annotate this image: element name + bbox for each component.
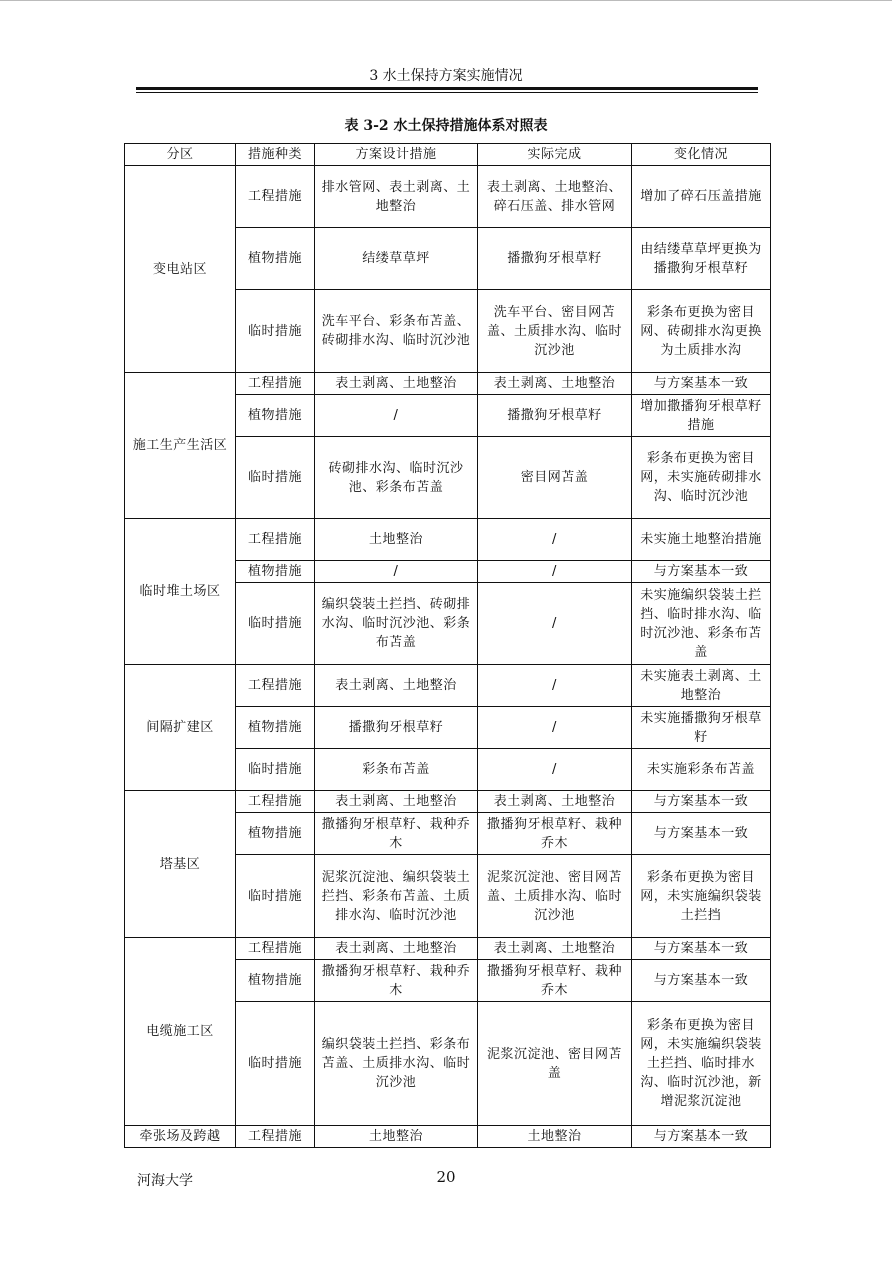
design-cell: / bbox=[315, 561, 478, 583]
change-cell: 未实施播撒狗牙根草籽 bbox=[632, 707, 771, 749]
measures-comparison-table bbox=[124, 143, 771, 1148]
actual-cell: 土地整治 bbox=[478, 1126, 632, 1148]
actual-cell: 表土剥离、土地整治、碎石压盖、排水管网 bbox=[478, 166, 632, 228]
table-body bbox=[125, 166, 771, 1148]
measure-type-cell: 植物措施 bbox=[236, 960, 315, 1002]
measure-type-cell: 临时措施 bbox=[236, 290, 315, 373]
table-row bbox=[125, 373, 771, 395]
actual-cell: 表土剥离、土地整治 bbox=[478, 938, 632, 960]
table-row bbox=[125, 938, 771, 960]
actual-cell: / bbox=[478, 583, 632, 665]
measure-type-cell: 工程措施 bbox=[236, 665, 315, 707]
table-row bbox=[125, 519, 771, 561]
header-design-measures: 方案设计措施 bbox=[315, 144, 478, 166]
measure-type-cell: 工程措施 bbox=[236, 519, 315, 561]
measure-type-cell: 植物措施 bbox=[236, 395, 315, 437]
change-cell: 彩条布更换为密目网，未实施编织袋装土拦挡、临时排水沟、临时沉沙池，新增泥浆沉淀池 bbox=[632, 1002, 771, 1126]
measure-type-cell: 临时措施 bbox=[236, 855, 315, 938]
header-rule-thick bbox=[136, 87, 758, 90]
actual-cell: 撒播狗牙根草籽、栽种乔木 bbox=[478, 960, 632, 1002]
footer-institution: 河海大学 bbox=[137, 1173, 193, 1189]
page-top-border bbox=[0, 0, 892, 1]
header-changes: 变化情况 bbox=[632, 144, 771, 166]
table-header-row bbox=[125, 144, 771, 166]
design-cell: 洗车平台、彩条布苫盖、砖砌排水沟、临时沉沙池 bbox=[315, 290, 478, 373]
design-cell: 编织袋装土拦挡、彩条布苫盖、土质排水沟、临时沉沙池 bbox=[315, 1002, 478, 1126]
measure-type-cell: 工程措施 bbox=[236, 373, 315, 395]
measure-type-cell: 工程措施 bbox=[236, 938, 315, 960]
header-measure-type: 措施种类 bbox=[236, 144, 315, 166]
change-cell: 与方案基本一致 bbox=[632, 938, 771, 960]
design-cell: 表土剥离、土地整治 bbox=[315, 938, 478, 960]
change-cell: 增加了碎石压盖措施 bbox=[632, 166, 771, 228]
table-row bbox=[125, 1126, 771, 1148]
actual-cell: 泥浆沉淀池、密目网苫盖 bbox=[478, 1002, 632, 1126]
design-cell: 表土剥离、土地整治 bbox=[315, 791, 478, 813]
table-row bbox=[125, 166, 771, 228]
design-cell: / bbox=[315, 395, 478, 437]
change-cell: 未实施表土剥离、土地整治 bbox=[632, 665, 771, 707]
change-cell: 未实施土地整治措施 bbox=[632, 519, 771, 561]
design-cell: 泥浆沉淀池、编织袋装土拦挡、彩条布苫盖、土质排水沟、临时沉沙池 bbox=[315, 855, 478, 938]
design-cell: 结缕草草坪 bbox=[315, 228, 478, 290]
design-cell: 彩条布苫盖 bbox=[315, 749, 478, 791]
design-cell: 排水管网、表土剥离、土地整治 bbox=[315, 166, 478, 228]
actual-cell: / bbox=[478, 519, 632, 561]
actual-cell: 表土剥离、土地整治 bbox=[478, 373, 632, 395]
change-cell: 与方案基本一致 bbox=[632, 1126, 771, 1148]
design-cell: 播撒狗牙根草籽 bbox=[315, 707, 478, 749]
design-cell: 撒播狗牙根草籽、栽种乔木 bbox=[315, 960, 478, 1002]
page-number: 20 bbox=[436, 1168, 456, 1186]
table-caption: 表 3-2 水土保持措施体系对照表 bbox=[344, 118, 548, 134]
zone-cell: 牵张场及跨越 bbox=[125, 1126, 236, 1148]
actual-cell: / bbox=[478, 749, 632, 791]
measure-type-cell: 临时措施 bbox=[236, 1002, 315, 1126]
change-cell: 与方案基本一致 bbox=[632, 960, 771, 1002]
change-cell: 与方案基本一致 bbox=[632, 813, 771, 855]
measure-type-cell: 临时措施 bbox=[236, 437, 315, 519]
change-cell: 增加撒播狗牙根草籽措施 bbox=[632, 395, 771, 437]
design-cell: 撒播狗牙根草籽、栽种乔木 bbox=[315, 813, 478, 855]
measure-type-cell: 临时措施 bbox=[236, 749, 315, 791]
actual-cell: 撒播狗牙根草籽、栽种乔木 bbox=[478, 813, 632, 855]
actual-cell: 表土剥离、土地整治 bbox=[478, 791, 632, 813]
change-cell: 彩条布更换为密目网、砖砌排水沟更换为土质排水沟 bbox=[632, 290, 771, 373]
actual-cell: / bbox=[478, 707, 632, 749]
table-row bbox=[125, 665, 771, 707]
actual-cell: 泥浆沉淀池、密目网苫盖、土质排水沟、临时沉沙池 bbox=[478, 855, 632, 938]
change-cell: 未实施彩条布苫盖 bbox=[632, 749, 771, 791]
measure-type-cell: 工程措施 bbox=[236, 166, 315, 228]
measure-type-cell: 工程措施 bbox=[236, 1126, 315, 1148]
change-cell: 未实施编织袋装土拦挡、临时排水沟、临时沉沙池、彩条布苫盖 bbox=[632, 583, 771, 665]
measure-type-cell: 植物措施 bbox=[236, 561, 315, 583]
actual-cell: / bbox=[478, 561, 632, 583]
change-cell: 与方案基本一致 bbox=[632, 373, 771, 395]
header-actual-completed: 实际完成 bbox=[478, 144, 632, 166]
change-cell: 彩条布更换为密目网，未实施编织袋装土拦挡 bbox=[632, 855, 771, 938]
design-cell: 编织袋装土拦挡、砖砌排水沟、临时沉沙池、彩条布苫盖 bbox=[315, 583, 478, 665]
measure-type-cell: 植物措施 bbox=[236, 228, 315, 290]
actual-cell: 密目网苫盖 bbox=[478, 437, 632, 519]
running-header: 3 水土保持方案实施情况 bbox=[369, 68, 523, 84]
actual-cell: 播撒狗牙根草籽 bbox=[478, 228, 632, 290]
header-rule-thin bbox=[136, 92, 758, 93]
zone-cell: 变电站区 bbox=[125, 166, 236, 373]
zone-cell: 电缆施工区 bbox=[125, 938, 236, 1126]
change-cell: 彩条布更换为密目网，未实施砖砌排水沟、临时沉沙池 bbox=[632, 437, 771, 519]
design-cell: 表土剥离、土地整治 bbox=[315, 373, 478, 395]
measure-type-cell: 工程措施 bbox=[236, 791, 315, 813]
design-cell: 砖砌排水沟、临时沉沙池、彩条布苫盖 bbox=[315, 437, 478, 519]
zone-cell: 塔基区 bbox=[125, 791, 236, 938]
actual-cell: 洗车平台、密目网苫盖、土质排水沟、临时沉沙池 bbox=[478, 290, 632, 373]
header-zone: 分区 bbox=[125, 144, 236, 166]
zone-cell: 临时堆土场区 bbox=[125, 519, 236, 665]
measure-type-cell: 临时措施 bbox=[236, 583, 315, 665]
actual-cell: 播撒狗牙根草籽 bbox=[478, 395, 632, 437]
actual-cell: / bbox=[478, 665, 632, 707]
measure-type-cell: 植物措施 bbox=[236, 707, 315, 749]
design-cell: 表土剥离、土地整治 bbox=[315, 665, 478, 707]
change-cell: 由结缕草草坪更换为播撒狗牙根草籽 bbox=[632, 228, 771, 290]
zone-cell: 施工生产生活区 bbox=[125, 373, 236, 519]
design-cell: 土地整治 bbox=[315, 519, 478, 561]
change-cell: 与方案基本一致 bbox=[632, 791, 771, 813]
design-cell: 土地整治 bbox=[315, 1126, 478, 1148]
change-cell: 与方案基本一致 bbox=[632, 561, 771, 583]
table-row bbox=[125, 791, 771, 813]
zone-cell: 间隔扩建区 bbox=[125, 665, 236, 791]
measure-type-cell: 植物措施 bbox=[236, 813, 315, 855]
